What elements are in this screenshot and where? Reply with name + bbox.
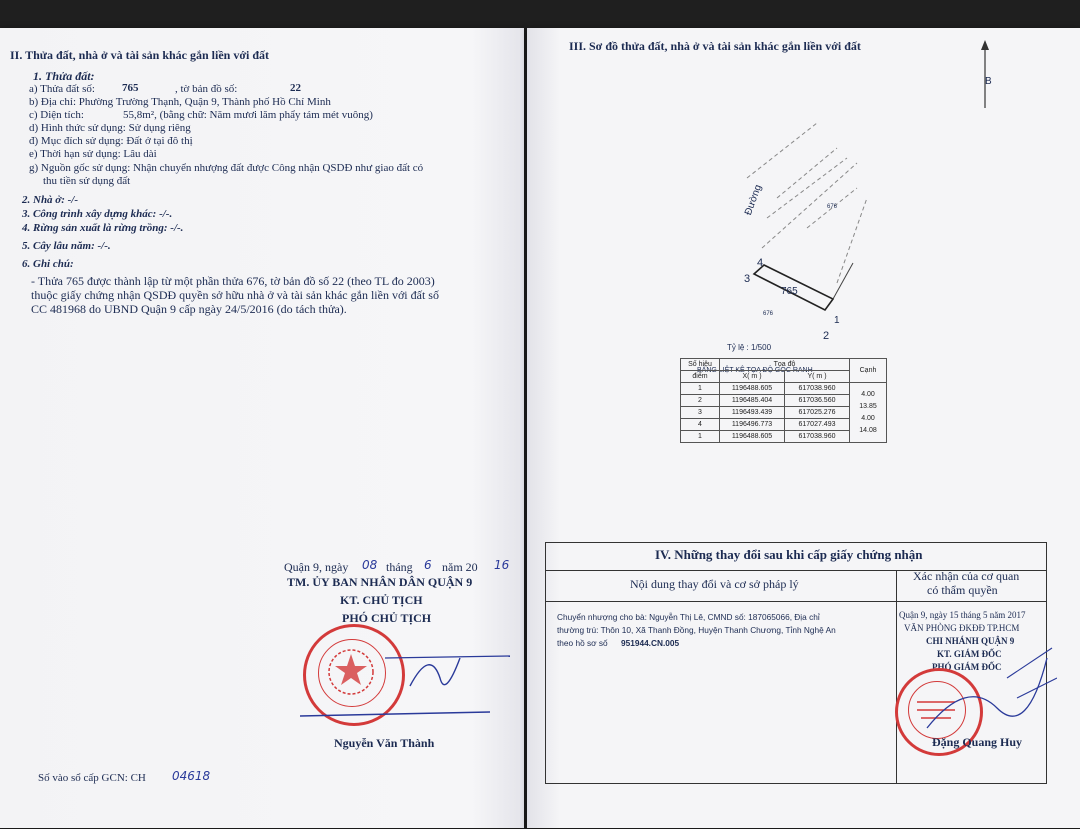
note-line-3: CC 481968 do UBND Quận 9 cấp ngày 24/5/2016 (do tách thửa).	[31, 302, 347, 316]
issue-date-year: 16	[494, 558, 510, 572]
change-line-1: Chuyển nhượng cho bà: Nguyễn Thị Lê, CMND số: 187065066, Địa chỉ	[557, 612, 820, 622]
area-value: 55,8m², (bằng chữ: Năm mươi lăm phẩy tám mét vuông)	[123, 109, 373, 121]
header-y: Y( m )	[785, 371, 850, 383]
change-line-2: thường trú: Thôn 10, Xã Thanh Đồng, Huyện Thanh Chương, Tỉnh Nghệ An	[557, 625, 836, 635]
vertex-4: 4	[757, 257, 764, 269]
neighbor-676-bottom: 676	[763, 311, 774, 317]
perennial-line: 5. Cây lâu năm: -/-.	[22, 240, 111, 252]
change-file-number: 951944.CN.005	[621, 638, 680, 648]
confirm-org-2: CHI NHÁNH QUẬN 9	[926, 636, 1015, 646]
usage-purpose: đ) Mục đích sử dụng: Đất ở tại đô thị	[29, 135, 193, 147]
signer-title-1: KT. CHỦ TỊCH	[340, 593, 423, 607]
row-x: 1196485.404	[720, 395, 785, 407]
change-line-3-prefix: theo hồ sơ số	[557, 638, 608, 648]
row-y: 617025.276	[785, 407, 850, 419]
confirm-signature-icon	[907, 638, 1057, 748]
note-heading: 6. Ghi chú:	[22, 258, 74, 270]
registry-number: 04618	[172, 769, 211, 783]
row-id: 4	[681, 419, 720, 431]
north-arrow-icon	[975, 40, 995, 110]
row-x: 1196488.605	[720, 431, 785, 443]
column-confirm-header-2: có thẩm quyền	[927, 583, 998, 597]
usage-term: e) Thời hạn sử dụng: Lâu dài	[29, 148, 157, 160]
row-y: 617036.560	[785, 395, 850, 407]
forest-line: 4. Rừng sản xuất là rừng trồng: -/-.	[22, 222, 184, 234]
header-edge: Cạnh	[850, 359, 887, 383]
row-id: 2	[681, 395, 720, 407]
right-page	[527, 28, 1080, 828]
header-x: X( m )	[720, 371, 785, 383]
row-y: 617038.960	[785, 383, 850, 395]
signer-title-2: PHÓ CHỦ TỊCH	[342, 611, 432, 625]
area-label: c) Diện tích:	[29, 109, 84, 121]
address: b) Địa chỉ: Phường Trường Thạnh, Quận 9, Thành phố Hồ Chí Minh	[29, 96, 331, 108]
issue-date-prefix: Quận 9, ngày	[284, 560, 349, 574]
row-x: 1196488.605	[720, 383, 785, 395]
column-content-header: Nội dung thay đổi và cơ sở pháp lý	[630, 577, 799, 591]
neighbor-676-top: 676	[827, 204, 838, 210]
row-id: 1	[681, 431, 720, 443]
registry-label: Số vào sổ cấp GCN: CH	[38, 772, 146, 784]
scale-label: Tỷ lệ : 1/500	[727, 343, 772, 352]
section-ii-title: II. Thửa đất, nhà ở và tài sản khác gắn liền với đất	[10, 48, 270, 62]
parcel-heading: 1. Thửa đất:	[33, 69, 95, 83]
parcel-number-label: a) Thửa đất số:	[29, 83, 95, 95]
map-sheet-label: , tờ bản đồ số:	[175, 83, 238, 95]
signer-organization: TM. ỦY BAN NHÂN DÂN QUẬN 9	[287, 575, 473, 589]
other-construction-line: 3. Công trình xây dựng khác: -/-.	[22, 208, 173, 220]
vertex-1: 1	[834, 315, 840, 326]
usage-form: d) Hình thức sử dụng: Sử dụng riêng	[29, 122, 191, 134]
confirm-title-2: PHÓ GIÁM ĐỐC	[932, 662, 1002, 672]
signature-icon	[290, 638, 520, 728]
row-y: 617027.493	[785, 419, 850, 431]
vertex-2: 2	[823, 330, 830, 342]
section-iii-title: III. Sơ đồ thửa đất, nhà ở và tài sản khác gắn liền với đất	[569, 39, 861, 53]
row-x: 1196493.439	[720, 407, 785, 419]
confirm-signer-name: Đặng Quang Huy	[932, 735, 1023, 749]
street-label: Đường	[743, 183, 765, 217]
edge-length: 4.00	[861, 391, 875, 398]
row-id: 1	[681, 383, 720, 395]
row-y: 617038.960	[785, 431, 850, 443]
header-point: Số hiệu	[681, 359, 720, 371]
row-id: 3	[681, 407, 720, 419]
edges-cell	[850, 383, 887, 443]
origin-line-1: g) Nguồn gốc sử dụng: Nhận chuyển nhượng đất được Công nhận QSDĐ như giao đất có	[29, 162, 424, 174]
signer-name: Nguyễn Văn Thành	[334, 736, 435, 750]
north-label: B	[985, 76, 992, 87]
section-iv-title: IV. Những thay đổi sau khi cấp giấy chứng nhận	[655, 547, 923, 562]
edge-length: 14.08	[859, 427, 877, 434]
issue-date-month-label: tháng	[386, 560, 413, 574]
parcel-diagram	[707, 118, 907, 328]
table-row	[681, 383, 887, 395]
confirm-org-1: VĂN PHÒNG ĐKĐĐ TP.HCM	[904, 623, 1020, 633]
map-sheet-number: 22	[290, 82, 301, 94]
confirm-date: Quận 9, ngày 15 tháng 5 năm 2017	[899, 610, 1026, 620]
house-line: 2. Nhà ở: -/-	[22, 194, 79, 206]
column-confirm-header-1: Xác nhận của cơ quan	[913, 569, 1020, 583]
issue-date-day: 08	[362, 558, 378, 572]
issue-date-month: 6	[424, 558, 432, 572]
coord-table-title: BẢNG LIỆT KÊ TỌA ĐỘ GÓC RANH	[697, 367, 813, 374]
left-page	[0, 28, 524, 828]
issue-date-year-label: năm 20	[442, 560, 478, 574]
edge-length: 4.00	[861, 415, 875, 422]
confirm-title-1: KT. GIÁM ĐỐC	[937, 649, 1002, 659]
parcel-number: 765	[122, 82, 139, 94]
coordinate-table	[680, 358, 887, 443]
note-line-1: - Thửa 765 được thành lập từ một phần thửa 676, tờ bản đồ số 22 (theo TL đo 2003)	[31, 274, 435, 288]
parcel-765-label: 765	[781, 286, 798, 297]
edge-length: 13.85	[859, 403, 877, 410]
row-x: 1196496.773	[720, 419, 785, 431]
note-line-2: thuộc giấy chứng nhận QSDĐ quyền sở hữu nhà ở và tài sản khác gắn liền với đất số	[31, 288, 439, 302]
header-coords: Tọa độ	[720, 359, 850, 371]
vertex-3: 3	[744, 273, 751, 285]
origin-line-2: thu tiền sử dụng đất	[43, 175, 131, 187]
header-point-2: điểm	[681, 371, 720, 383]
